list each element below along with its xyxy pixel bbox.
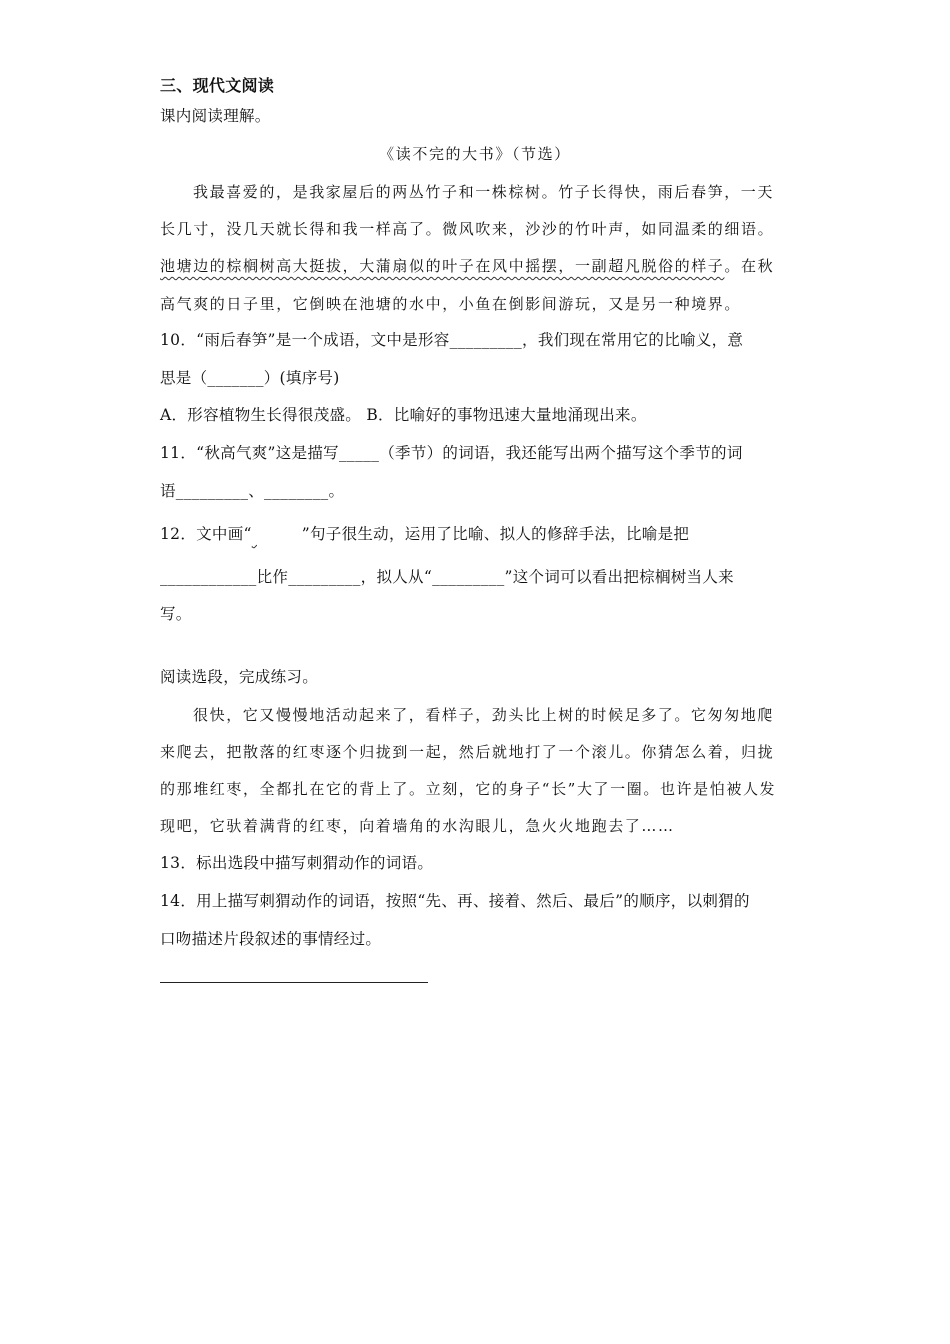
question-11: 11．“秋高气爽”这是描写_____（季节）的词语，我还能写出两个描写这个季节的词 — [160, 444, 743, 462]
passage-line: 我最喜爱的，是我家屋后的两丛竹子和一株棕树。竹子长得快，雨后春笋，一天 — [193, 183, 775, 201]
question-10: 10．“雨后春笋”是一个成语，文中是形容_________，我们现在常用它的比喻义，意 — [160, 331, 744, 349]
answer-line[interactable] — [160, 982, 428, 983]
wavy-underlined-sentence: 池塘边的棕榈树高大挺拔，大蒲扇似的叶子在风中摇摆，一副超凡脱俗的样子 — [160, 257, 725, 275]
passage2-line: 现吧，它驮着满背的红枣，向着墙角的水沟眼儿，急火火地跑去了…… — [160, 817, 675, 835]
section-instruction: 课内阅读理解。 — [160, 107, 271, 125]
question-14-cont: 口吻描述片段叙述的事情经过。 — [160, 930, 382, 948]
passage2-line: 来爬去，把散落的红枣逐个归拢到一起，然后就地打了一个滚儿。你猜怎么着，归拢 — [160, 743, 775, 761]
passage2-line: 很快，它又慢慢地活动起来了，看样子，劲头比上树的时候足多了。它匆匆地爬 — [193, 706, 775, 724]
question-12 — [160, 524, 689, 544]
question-12-cont: ____________比作_________，拟人从“_________”这个词可以看出把棕榈树当人来 — [160, 568, 734, 586]
question-12-start: 12．文中画“ — [160, 525, 252, 543]
passage2-line: 的那堆红枣，全都扎在它的背上了。立刻，它的身子“长”大了一圈。也许是怕被人发 — [160, 780, 777, 798]
passage-title: 《读不完的大书》（节选） — [379, 145, 571, 163]
question-13: 13．标出选段中描写刺猬动作的词语。 — [160, 854, 434, 872]
passage-line: 高气爽的日子里，它倒映在池塘的水中，小鱼在倒影间游玩，又是另一种境界。 — [160, 295, 742, 313]
question-11-cont: 语_________、________。 — [160, 482, 345, 500]
question-10-options: A．形容植物生长得很茂盛。 B．比喻好的事物迅速大量地涌现出来。 — [160, 406, 647, 424]
section-heading: 三、现代文阅读 — [160, 76, 275, 95]
passage-line-underlined — [160, 256, 774, 276]
passage-line: 长几寸，没几天就长得和我一样高了。微风吹来，沙沙的竹叶声，如同温柔的细语。 — [160, 220, 775, 238]
question-12-end-line: 写。 — [160, 605, 192, 623]
wavy-line-sample — [252, 524, 302, 544]
question-12-end: ”句子很生动，运用了比喻、拟人的修辞手法，比喻是把 — [301, 525, 690, 543]
section2-instruction: 阅读选段，完成练习。 — [160, 668, 319, 686]
question-10-cont: 思是（_______）(填序号) — [160, 369, 340, 387]
question-14: 14．用上描写刺猬动作的词语，按照“先、再、接着、然后、最后”的顺序，以刺猬的 — [160, 892, 750, 910]
passage-line-tail: 。在秋 — [724, 257, 775, 275]
